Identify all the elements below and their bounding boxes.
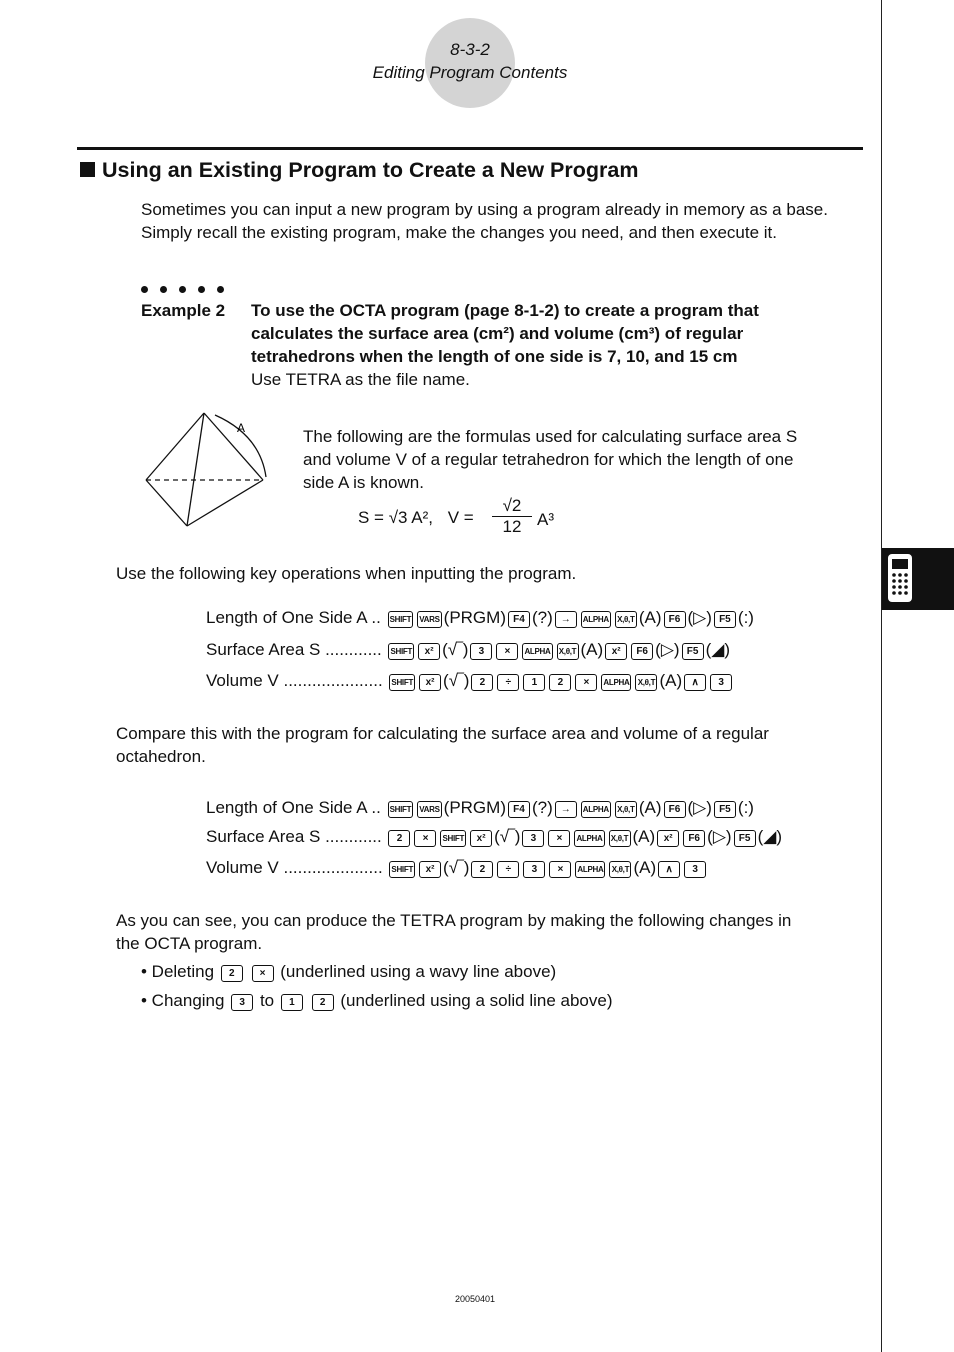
- alpha-key: ALPHA: [575, 861, 605, 878]
- shift-key: SHIFT: [388, 611, 414, 628]
- three-key: 3: [231, 994, 253, 1011]
- example-label: Example 2: [141, 301, 226, 320]
- three-key: 3: [710, 674, 732, 691]
- f6-key: F6: [664, 611, 686, 628]
- xt-key: X,θ,T: [615, 801, 637, 818]
- row-label: Length of One Side A ..: [206, 798, 381, 817]
- bullet-note: (underlined using a wavy line above): [280, 962, 557, 981]
- three-key: 3: [522, 830, 544, 847]
- instruction-text: Use the following key operations when inputting the program.: [116, 564, 577, 583]
- bullet-label: • Deleting: [141, 962, 215, 981]
- alpha-key: ALPHA: [601, 674, 631, 691]
- x2-key: x²: [419, 674, 441, 691]
- page-number: 8-3-2: [450, 40, 490, 59]
- f5-key: F5: [714, 611, 736, 628]
- summary-line: As you can see, you can produce the TETRA program by making the following changes in: [116, 911, 792, 930]
- page-header-title: Editing Program Contents: [372, 63, 568, 82]
- vars-key: VARS: [417, 611, 441, 628]
- x2-key: x²: [470, 830, 492, 847]
- two-key: 2: [221, 965, 243, 982]
- three-key: 3: [523, 861, 545, 878]
- formula-line: The following are the formulas used for calculating surface area S: [303, 427, 798, 446]
- times-key: ×: [414, 830, 436, 847]
- times-key: ×: [549, 861, 571, 878]
- formula-description: [303, 425, 797, 494]
- example-line: tetrahedrons when the length of one side is 7, 10, and 15 cm: [251, 347, 738, 366]
- example-body: [251, 299, 759, 391]
- x2-key: x²: [418, 643, 440, 660]
- changed-keys: [521, 671, 573, 690]
- formula-v: V =: [447, 508, 474, 527]
- tetra-row-side: Length of One Side A .. SHIFT VARS (PRGM) F4 (?) → ALPHA X,θ,T (A) F6 (▷) F5 (:): [206, 608, 754, 627]
- summary-paragraph: [116, 909, 791, 955]
- shift-key: SHIFT: [389, 861, 415, 878]
- x2-key: x²: [657, 830, 679, 847]
- formula: [358, 508, 474, 528]
- three-key: 3: [684, 861, 706, 878]
- f5-key: F5: [714, 801, 736, 818]
- x2-key: x²: [605, 643, 627, 660]
- fraction-numerator: √2: [502, 496, 522, 515]
- xt-key: X,θ,T: [609, 830, 631, 847]
- fraction-denominator: 12: [492, 516, 532, 537]
- xt-key: X,θ,T: [635, 674, 657, 691]
- xt-key: X,θ,T: [557, 643, 579, 660]
- alpha-key: ALPHA: [581, 801, 611, 818]
- square-bullet-icon: [80, 162, 95, 177]
- octa-row-side: Length of One Side A .. SHIFT VARS (PRGM) F4 (?) → ALPHA X,θ,T (A) F6 (▷) F5 (:): [206, 798, 754, 817]
- example-note: Use TETRA as the file name.: [251, 370, 470, 389]
- shift-key: SHIFT: [388, 643, 414, 660]
- alpha-key: ALPHA: [574, 830, 604, 847]
- div-key: ÷: [497, 861, 519, 878]
- summary-line: the OCTA program.: [116, 934, 263, 953]
- tetra-row-surface: Surface Area S ............ SHIFT x² (√‾) 3 × ALPHA X,θ,T (A) x² F6 (▷) F5 (◢): [206, 640, 730, 659]
- example-line: To use the OCTA program (page 8-1-2) to create a program that: [251, 301, 759, 320]
- formula-s: S = √3 A²,: [358, 508, 438, 527]
- row-label: Volume V .....................: [206, 671, 383, 690]
- row-label: Surface Area S ............: [206, 640, 382, 659]
- two-key: 2: [549, 674, 571, 691]
- example-dots: [141, 280, 236, 298]
- fraction: [492, 496, 532, 537]
- chapter-tab: [882, 548, 954, 610]
- times-key: ×: [548, 830, 570, 847]
- section-rule: [77, 147, 863, 150]
- vars-key: VARS: [417, 801, 441, 818]
- three-key: 3: [470, 643, 492, 660]
- two-key: 2: [312, 994, 334, 1011]
- f6-key: F6: [664, 801, 686, 818]
- section-heading: [80, 158, 638, 183]
- compare-line: octahedron.: [116, 747, 206, 766]
- times-key: ×: [575, 674, 597, 691]
- row-label: Length of One Side A ..: [206, 608, 381, 627]
- formula-line: side A is known.: [303, 473, 424, 492]
- f4-key: F4: [508, 611, 530, 628]
- one-key: 1: [281, 994, 303, 1011]
- one-key: 1: [523, 674, 545, 691]
- f6-key: F6: [683, 830, 705, 847]
- formula-line: and volume V of a regular tetrahedron for which the length of one: [303, 450, 794, 469]
- shift-key: SHIFT: [440, 830, 466, 847]
- section-title: Using an Existing Program to Create a New Program: [102, 158, 639, 182]
- pow-key: ∧: [658, 861, 680, 878]
- tetrahedron-figure: [140, 405, 275, 530]
- bullet-deleting: [141, 961, 556, 983]
- octa-row-volume: Volume V ..................... SHIFT x² (√‾) 2 ÷ 3 × ALPHA X,θ,T (A) ∧ 3: [206, 857, 708, 879]
- vertex-label: A: [237, 421, 246, 435]
- calculator-icon: [882, 548, 954, 610]
- two-key: 2: [388, 830, 410, 847]
- compare-paragraph: [116, 722, 769, 768]
- row-label: Surface Area S ............: [206, 827, 382, 846]
- arrow-key: →: [555, 801, 577, 818]
- deleted-keys: [386, 827, 438, 846]
- two-key: 2: [471, 861, 493, 878]
- div-key: ÷: [497, 674, 519, 691]
- arrow-key: →: [555, 611, 577, 628]
- compare-line: Compare this with the program for calculating the surface area and volume of a regular: [116, 724, 769, 743]
- f6-key: F6: [631, 643, 653, 660]
- f5-key: F5: [734, 830, 756, 847]
- bullet-changing: [141, 990, 613, 1012]
- footer-code: 20050401: [454, 1294, 496, 1304]
- intro-line: Sometimes you can input a new program by using a program already in memory as a base.: [141, 200, 828, 219]
- f4-key: F4: [508, 801, 530, 818]
- two-key: 2: [471, 674, 493, 691]
- xt-key: X,θ,T: [609, 861, 631, 878]
- pow-key: ∧: [684, 674, 706, 691]
- alpha-key: ALPHA: [581, 611, 611, 628]
- x2-key: x²: [419, 861, 441, 878]
- octa-row-surface: Surface Area S ............ 2 × SHIFT x² (√‾) 3 × ALPHA X,θ,T (A) x² F6 (▷) F5 (◢): [206, 827, 782, 846]
- bullet-note: (underlined using a solid line above): [340, 991, 613, 1010]
- bullet-label: • Changing: [141, 991, 225, 1010]
- times-key: ×: [252, 965, 274, 982]
- xt-key: X,θ,T: [615, 611, 637, 628]
- times-key: ×: [496, 643, 518, 660]
- page-margin-rule: [881, 0, 882, 1352]
- bullet-to: to: [259, 991, 275, 1010]
- shift-key: SHIFT: [389, 674, 415, 691]
- row-label: Volume V .....................: [206, 858, 383, 877]
- changed-key: [521, 858, 547, 877]
- tetra-row-volume: Volume V ..................... SHIFT x² (√‾) 2 ÷ 1 2 × ALPHA X,θ,T (A) ∧ 3: [206, 670, 734, 692]
- intro-line: Simply recall the existing program, make the changes you need, and then execute it.: [141, 223, 777, 242]
- alpha-key: ALPHA: [522, 643, 552, 660]
- formula-tail: A³: [537, 510, 554, 529]
- f5-key: F5: [682, 643, 704, 660]
- intro-paragraph: [141, 198, 828, 244]
- example-line: calculates the surface area (cm²) and volume (cm³) of regular: [251, 324, 744, 343]
- shift-key: SHIFT: [388, 801, 414, 818]
